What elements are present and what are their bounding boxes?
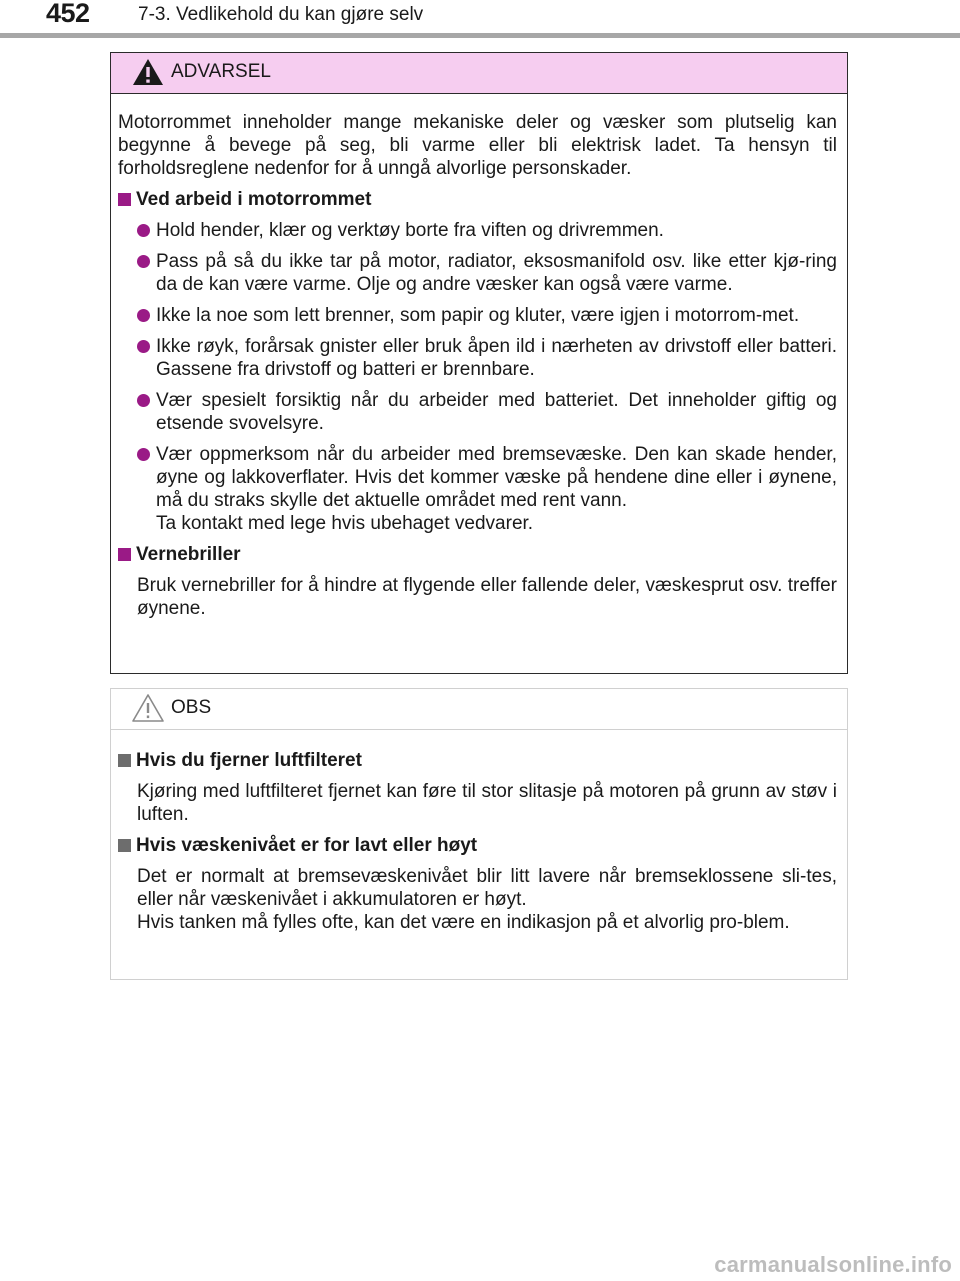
notice-header [111, 689, 847, 730]
square-bullet-icon [118, 548, 131, 561]
list-item-text: Vær spesielt forsiktig når du arbeider med batteriet. Det inneholder giftig og etsende svovelsyre. [156, 390, 837, 434]
section-text: Bruk vernebriller for å hindre at flygende eller fallende deler, væskesprut osv. treffer øynene. [137, 575, 837, 619]
list-item-extra-text: Ta kontakt med lege hvis ubehaget vedvarer. [156, 513, 534, 534]
round-bullet-icon [137, 340, 150, 353]
section-heading [118, 749, 837, 772]
square-bullet-icon [118, 754, 131, 767]
warning-header [111, 53, 847, 94]
section-heading-text: Hvis væskenivået er for lavt eller høyt [136, 835, 478, 856]
list-item [118, 304, 837, 327]
section-title: 7-3. Vedlikehold du kan gjøre selv [138, 4, 424, 25]
section-heading-text: Vernebriller [136, 544, 241, 565]
round-bullet-icon [137, 309, 150, 322]
square-bullet-icon [118, 193, 131, 206]
section-heading-text: Ved arbeid i motorrommet [136, 189, 372, 210]
page-number: 452 [46, 0, 90, 28]
notice-body [118, 749, 837, 942]
section-heading [118, 188, 837, 211]
square-bullet-icon [118, 839, 131, 852]
list-item-text: Vær oppmerksom når du arbeider med bremsevæske. Den kan skade hender, øyne og lakkoverflater. Hvis det kommer væske på hendene dine eller i øynene, må du straks skylle det aktuelle området med rent vann. [156, 444, 837, 511]
section-text: Kjøring med luftfilteret fjernet kan føre til stor slitasje på motoren på grunn av støv i luften. [137, 781, 837, 825]
round-bullet-icon [137, 448, 150, 461]
header-rule [0, 33, 960, 38]
section-heading [118, 834, 837, 857]
page-header [0, 0, 960, 44]
warning-box [110, 52, 848, 674]
warning-intro: Motorrommet inneholder mange mekaniske deler og væsker som plutselig kan begynne å bevege på seg, bli varme eller bli elektrisk ladet. Ta hensyn til forholdsreglene nedenfor for å unngå alvorlige personskader. [118, 112, 837, 179]
list-item-text: Hold hender, klær og verktøy borte fra viften og drivremmen. [156, 220, 664, 241]
notice-box [110, 688, 848, 980]
warning-triangle-icon [131, 57, 165, 87]
notice-title: OBS [171, 697, 212, 718]
section-heading-text: Hvis du fjerner luftfilteret [136, 750, 362, 771]
list-item-text: Ikke la noe som lett brenner, som papir og kluter, være igjen i motorrom-met. [156, 305, 800, 326]
list-item-text: Pass på så du ikke tar på motor, radiator, eksosmanifold osv. like etter kjø-ring da de kan være varme. Olje og andre væsker kan også være varme. [156, 251, 837, 295]
round-bullet-icon [137, 224, 150, 237]
round-bullet-icon [137, 255, 150, 268]
watermark: carmanualsonline.info [714, 1252, 952, 1277]
section-text: Hvis tanken må fylles ofte, kan det være en indikasjon på et alvorlig pro-blem. [137, 912, 790, 933]
warning-body [118, 111, 837, 628]
list-item [118, 335, 837, 381]
warning-title: ADVARSEL [171, 61, 271, 82]
section-heading [118, 543, 837, 566]
caution-triangle-icon [131, 693, 165, 723]
list-item [118, 250, 837, 296]
list-item [118, 389, 837, 435]
section-text: Det er normalt at bremsevæskenivået blir litt lavere når bremseklossene sli-tes, eller når væskenivået i akkumulatoren er høyt. [137, 866, 837, 910]
list-item [118, 443, 837, 535]
list-item-text: Ikke røyk, forårsak gnister eller bruk åpen ild i nærheten av drivstoff eller batteri. Gassene fra drivstoff og batteri er brennbare. [156, 336, 837, 380]
list-item [118, 219, 837, 242]
section-text-block [118, 865, 837, 934]
round-bullet-icon [137, 394, 150, 407]
